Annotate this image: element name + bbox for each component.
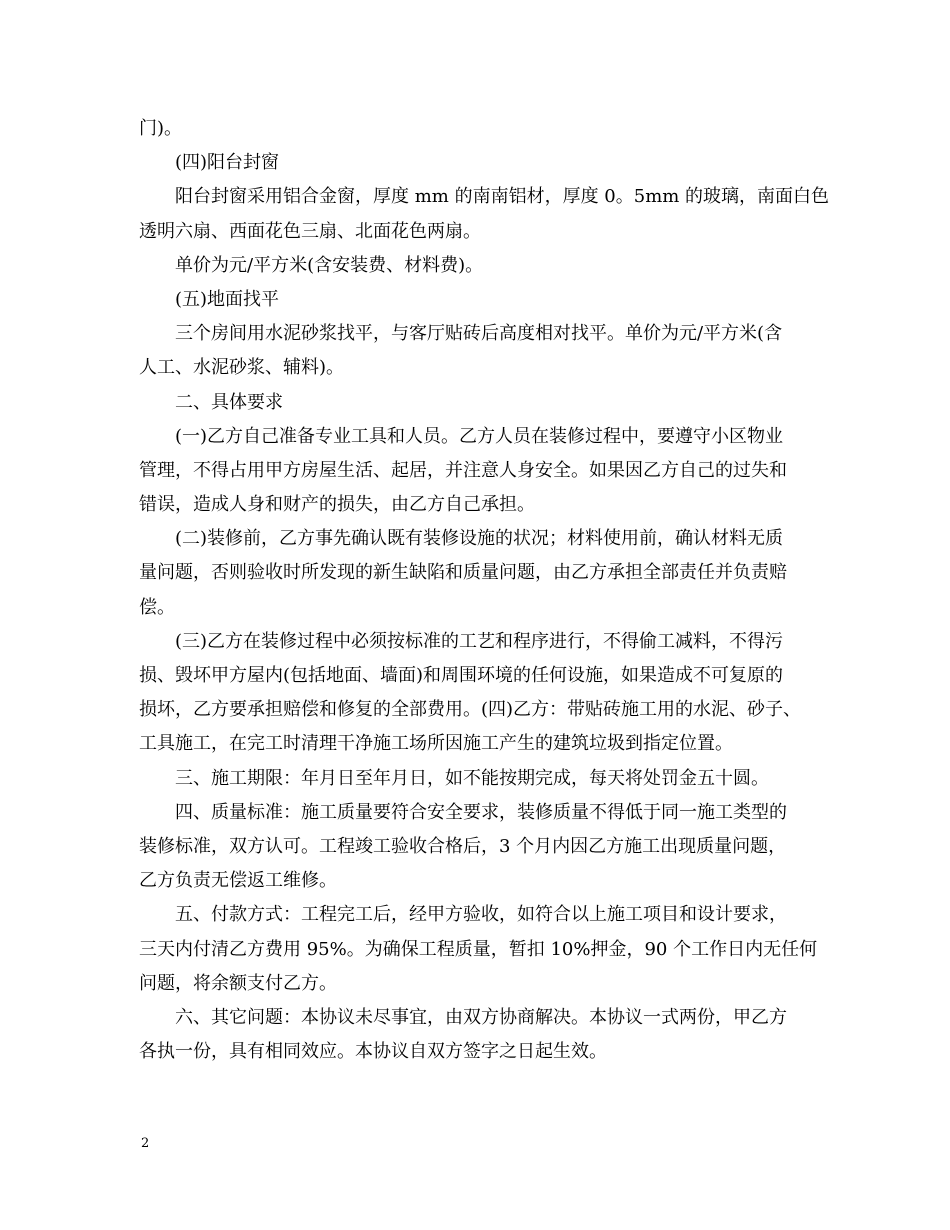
- text-line: 阳台封窗采用铝合金窗，厚度 mm 的南南铝材，厚度 0。5mm 的玻璃，南面白色: [175, 186, 830, 208]
- text-line: 偿。: [139, 596, 175, 618]
- text-line: 乙方负责无偿返工维修。: [139, 870, 337, 892]
- text-line: 单价为元/平方米(含安装费、材料费)。: [175, 254, 484, 276]
- text-line: 三、施工期限：年月日至年月日，如不能按期完成，每天将处罚金五十圆。: [175, 767, 769, 789]
- text-line: 三个房间用水泥砂浆找平，与客厅贴砖后高度相对找平。单价为元/平方米(含: [175, 323, 783, 345]
- document-body: [139, 112, 830, 1069]
- text-line: (一)乙方自己准备专业工具和人员。乙方人员在装修过程中，要遵守小区物业: [175, 425, 784, 447]
- text-line: 装修标准，双方认可。工程竣工验收合格后，3 个月内因乙方施工出现质量问题，: [139, 835, 787, 857]
- text-line: 管理，不得占用甲方房屋生活、起居，并注意人身安全。如果因乙方自己的过失和: [139, 459, 787, 481]
- text-line: 损、毁坏甲方屋内(包括地面、墙面)和周围环境的任何设施，如果造成不可复原的: [139, 665, 784, 686]
- text-line: 六、其它问题：本协议未尽事宜，由双方协商解决。本协议一式两份，甲乙方: [175, 1006, 787, 1028]
- text-line: 各执一份，具有相同效应。本协议自双方签字之日起生效。: [139, 1041, 607, 1063]
- text-line: 人工、水泥砂浆、辅料)。: [139, 357, 345, 379]
- text-line: 错误，造成人身和财产的损失，由乙方自己承担。: [139, 494, 535, 516]
- section-heading: (五)地面找平: [175, 288, 280, 310]
- text-line: 五、付款方式：工程完工后，经甲方验收，如符合以上施工项目和设计要求，: [175, 904, 787, 926]
- section-heading: 二、具体要求: [175, 391, 283, 413]
- text-line: 量问题，否则验收时所发现的新生缺陷和质量问题，由乙方承担全部责任并负责赔: [139, 562, 787, 584]
- page-number: 2: [141, 1136, 150, 1151]
- text-line: (三)乙方在装修过程中必须按标准的工艺和程序进行，不得偷工减料，不得污: [175, 630, 784, 652]
- text-line: 透明六扇、西面花色三扇、北面花色两扇。: [139, 220, 481, 242]
- text-line: 损坏，乙方要承担赔偿和修复的全部费用。(四)乙方：带贴砖施工用的水泥、砂子、: [139, 699, 802, 721]
- text-line: 门)。: [139, 118, 183, 139]
- section-heading: (四)阳台封窗: [175, 152, 280, 174]
- text-line: 三天内付清乙方费用 95%。为确保工程质量，暂扣 10%押金，90 个工作日内无任何: [139, 938, 818, 960]
- text-line: 工具施工，在完工时清理干净施工场所因施工产生的建筑垃圾到指定位置。: [139, 733, 733, 755]
- text-line: 四、质量标准：施工质量要符合安全要求，装修质量不得低于同一施工类型的: [175, 801, 787, 823]
- text-line: 问题，将余额支付乙方。: [139, 972, 337, 994]
- text-line: (二)装修前，乙方事先确认既有装修设施的状况；材料使用前，确认材料无质: [175, 528, 784, 550]
